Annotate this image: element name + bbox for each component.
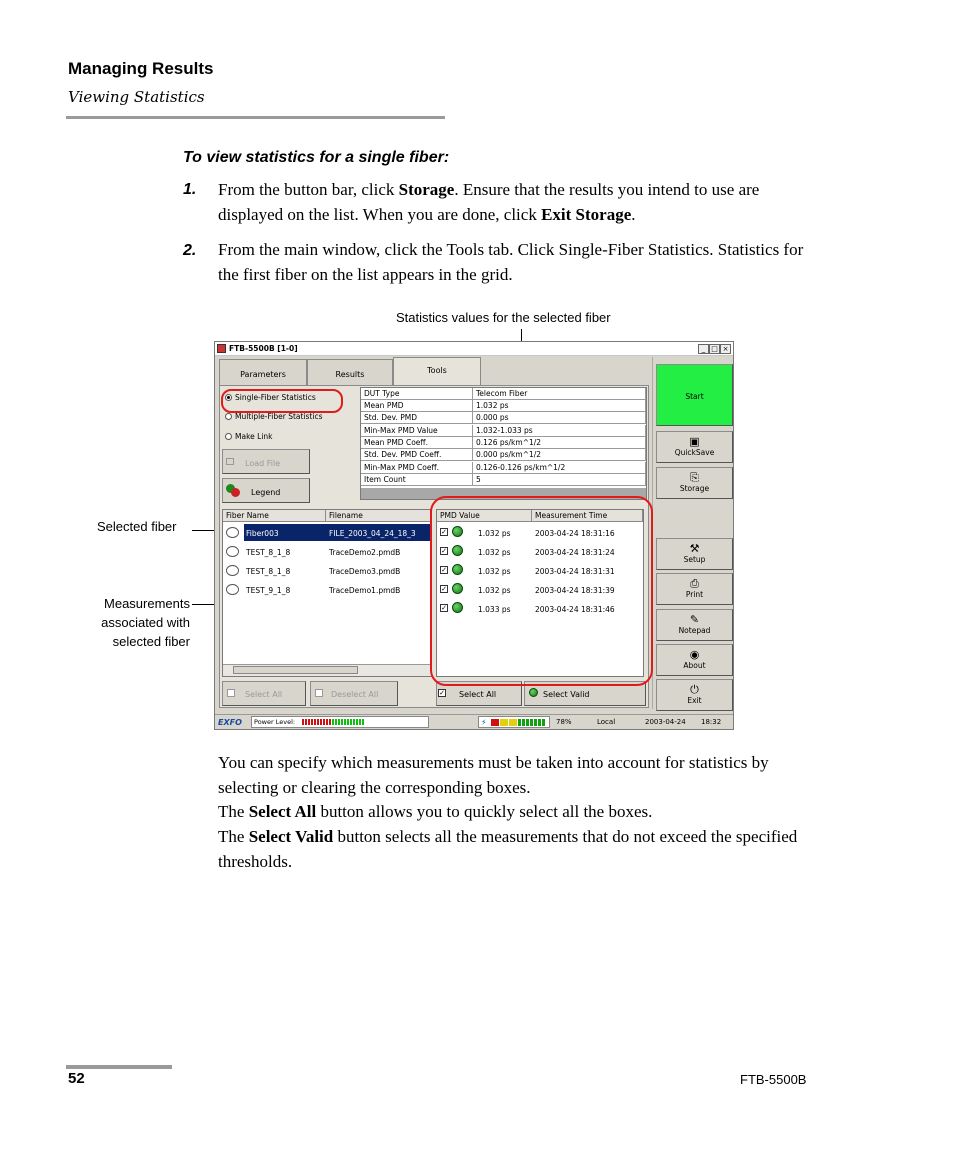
legend-button[interactable]: Legend (222, 478, 310, 503)
table-row: 2003-04-24 18:31:31 (535, 567, 615, 576)
table-row[interactable]: TEST_8_1_8 (246, 548, 291, 557)
table-row[interactable]: Fiber003 (246, 529, 279, 538)
step-2-text: From the main window, click the Tools tab. Click Single-Fiber Statistics. Statistics for the first fiber on the list appears in the grid. (218, 240, 804, 284)
exit-button[interactable]: ⏻ Exit (656, 679, 733, 711)
stats-label: Item Count (361, 474, 473, 486)
section-subtitle: Viewing Statistics (68, 88, 205, 106)
mode-label: Local (597, 718, 616, 726)
fiber-name-header[interactable]: Fiber Name (223, 510, 326, 522)
checkbox-icon (315, 689, 323, 697)
checkbox-icon: ✓ (439, 689, 445, 697)
table-row[interactable]: TraceDemo1.pmdB (329, 586, 401, 595)
stats-value: 1.032-1.033 ps (473, 425, 646, 437)
section-title: Managing Results (68, 59, 214, 78)
power-meter-green (332, 719, 364, 725)
callout-measurements: Measurements associated with selected fiber (101, 596, 190, 649)
table-row[interactable]: TraceDemo2.pmdB (329, 548, 401, 557)
start-button[interactable]: Start (656, 364, 733, 426)
step-1-text: From the button bar, click Storage. Ensure that the results you intend to use are displayed on the list. When you are done, click Exit Storage. (218, 180, 760, 224)
stats-value: 0.000 ps (473, 412, 646, 424)
radio-multi-fiber[interactable] (225, 413, 232, 420)
checkbox-icon (227, 689, 235, 697)
table-row: 1.032 ps (478, 586, 511, 595)
filename-header[interactable]: Filename (326, 510, 431, 522)
fiber-icon (226, 527, 239, 538)
plug-icon: ⚡ (481, 718, 487, 727)
storage-button[interactable]: ⎘ Storage (656, 467, 733, 499)
app-icon (217, 344, 226, 353)
fiber-list[interactable] (222, 509, 432, 677)
stats-value: Telecom Fiber (473, 388, 646, 400)
power-level-box (251, 716, 429, 728)
measurement-time-header[interactable]: Measurement Time (532, 510, 643, 522)
measurement-checkbox[interactable]: ✓ (441, 604, 447, 612)
stats-label: Min-Max PMD Coeff. (361, 462, 473, 474)
select-all-button[interactable]: Select All (436, 681, 522, 706)
measurement-checkbox[interactable]: ✓ (441, 528, 447, 536)
battery-cell (500, 719, 508, 726)
tab-parameters[interactable]: Parameters (219, 359, 307, 386)
footer-rule (66, 1065, 172, 1069)
status-date: 2003-04-24 (645, 718, 686, 726)
table-row: 2003-04-24 18:31:24 (535, 548, 615, 557)
table-row: 2003-04-24 18:31:16 (535, 529, 615, 538)
storage-icon: ⎘ (690, 471, 699, 484)
table-row[interactable]: TEST_8_1_8 (246, 567, 291, 576)
table-row[interactable]: TEST_9_1_8 (246, 586, 291, 595)
step-2-number: 2. (183, 242, 197, 259)
radio-single-fiber-label: Single-Fiber Statistics (235, 393, 316, 402)
status-bar (215, 714, 733, 729)
stats-label: Min-Max PMD Value (361, 425, 473, 437)
measurement-checkbox[interactable]: ✓ (441, 585, 447, 593)
table-row: 2003-04-24 18:31:46 (535, 605, 615, 614)
battery-cell (509, 719, 517, 726)
scrollbar-thumb[interactable] (233, 666, 358, 674)
highlight-single-fiber-ring (221, 389, 343, 413)
load-file-button[interactable]: Load File (222, 449, 310, 474)
power-icon: ⏻ (690, 683, 699, 696)
fiber-icon (226, 546, 239, 557)
notepad-icon: ✎ (689, 613, 700, 626)
tab-tools[interactable]: Tools (393, 357, 481, 386)
notepad-button[interactable]: ✎ Notepad (656, 609, 733, 641)
body-paragraph: The Select All button allows you to quickly select all the boxes. (218, 802, 653, 821)
battery-cells-green (518, 719, 546, 726)
stats-label: Mean PMD (361, 400, 473, 412)
stats-value: 5 (473, 474, 646, 486)
tools-icon: ⚒ (689, 542, 700, 555)
window-title: FTB-5500B [1-0] (229, 344, 298, 353)
body-paragraph: You can specify which measurements must be taken into account for statistics by selecting or clearing the corresponding boxes. (218, 753, 769, 797)
maximize-icon[interactable]: □ (709, 344, 720, 354)
status-ok-icon (529, 688, 538, 697)
stats-grid (360, 387, 647, 500)
table-row[interactable]: FILE_2003_04_24_18_3 (329, 529, 416, 538)
pmd-value-header[interactable]: PMD Value (437, 510, 532, 522)
deselect-all-button[interactable]: Deselect All (310, 681, 398, 706)
measurement-checkbox[interactable]: ✓ (441, 547, 447, 555)
battery-box (478, 716, 550, 728)
brand-logo: EXFO (218, 718, 242, 727)
status-time: 18:32 (701, 718, 722, 726)
page-number: 52 (68, 1070, 85, 1087)
setup-button[interactable]: ⚒ Setup (656, 538, 733, 570)
stats-value: 0.126-0.126 ps/km^1/2 (473, 462, 646, 474)
product-name: FTB-5500B (740, 1072, 807, 1087)
stats-value: 1.032 ps (473, 400, 646, 412)
fiber-icon (226, 584, 239, 595)
radio-make-link-label: Make Link (235, 432, 273, 441)
close-icon[interactable]: × (720, 344, 731, 354)
radio-make-link[interactable] (225, 433, 232, 440)
step-1-number: 1. (183, 181, 197, 198)
table-row[interactable]: TraceDemo3.pmdB (329, 567, 401, 576)
fiber-icon (226, 565, 239, 576)
table-row: 1.032 ps (478, 529, 511, 538)
measurement-checkbox[interactable]: ✓ (441, 566, 447, 574)
table-row: 1.032 ps (478, 567, 511, 576)
radio-multi-fiber-label: Multiple-Fiber Statistics (235, 412, 323, 421)
print-button[interactable]: ⎙ Print (656, 573, 733, 605)
table-row: 1.032 ps (478, 548, 511, 557)
stats-label: Std. Dev. PMD Coeff. (361, 449, 473, 461)
floppy-icon: ▣ (689, 435, 700, 448)
window-titlebar (215, 342, 733, 356)
legend-icon-red (231, 488, 240, 497)
callout-statistics-values: Statistics values for the selected fiber (396, 310, 611, 325)
table-row: 2003-04-24 18:31:39 (535, 586, 615, 595)
body-paragraph: The Select Valid button selects all the measurements that do not exceed the specified thresholds. (218, 827, 798, 871)
about-icon: ◉ (689, 648, 700, 661)
quicksave-button[interactable]: ▣ QuickSave (656, 431, 733, 463)
battery-cell (491, 719, 499, 726)
select-valid-button[interactable]: Select Valid (524, 681, 646, 706)
tab-results[interactable]: Results (307, 359, 393, 386)
power-level-label: Power Level: (254, 718, 296, 726)
power-meter-red (302, 719, 332, 725)
stats-label: Std. Dev. PMD (361, 412, 473, 424)
stats-value: 0.126 ps/km^1/2 (473, 437, 646, 449)
stats-value: 0.000 ps/km^1/2 (473, 449, 646, 461)
battery-percent: 78% (556, 718, 572, 726)
select-all-disabled-button[interactable]: Select All (222, 681, 306, 706)
procedure-title: To view statistics for a single fiber: (183, 149, 450, 166)
stats-label: Mean PMD Coeff. (361, 437, 473, 449)
highlight-measurements-ring (430, 496, 653, 686)
minimize-icon[interactable]: _ (698, 344, 709, 354)
printer-icon: ⎙ (690, 577, 699, 590)
file-icon (226, 458, 234, 465)
header-rule (66, 116, 445, 119)
about-button[interactable]: ◉ About (656, 644, 733, 676)
stats-label: DUT Type (361, 388, 473, 400)
callout-selected-fiber: Selected fiber (97, 519, 177, 534)
table-row: 1.033 ps (478, 605, 511, 614)
